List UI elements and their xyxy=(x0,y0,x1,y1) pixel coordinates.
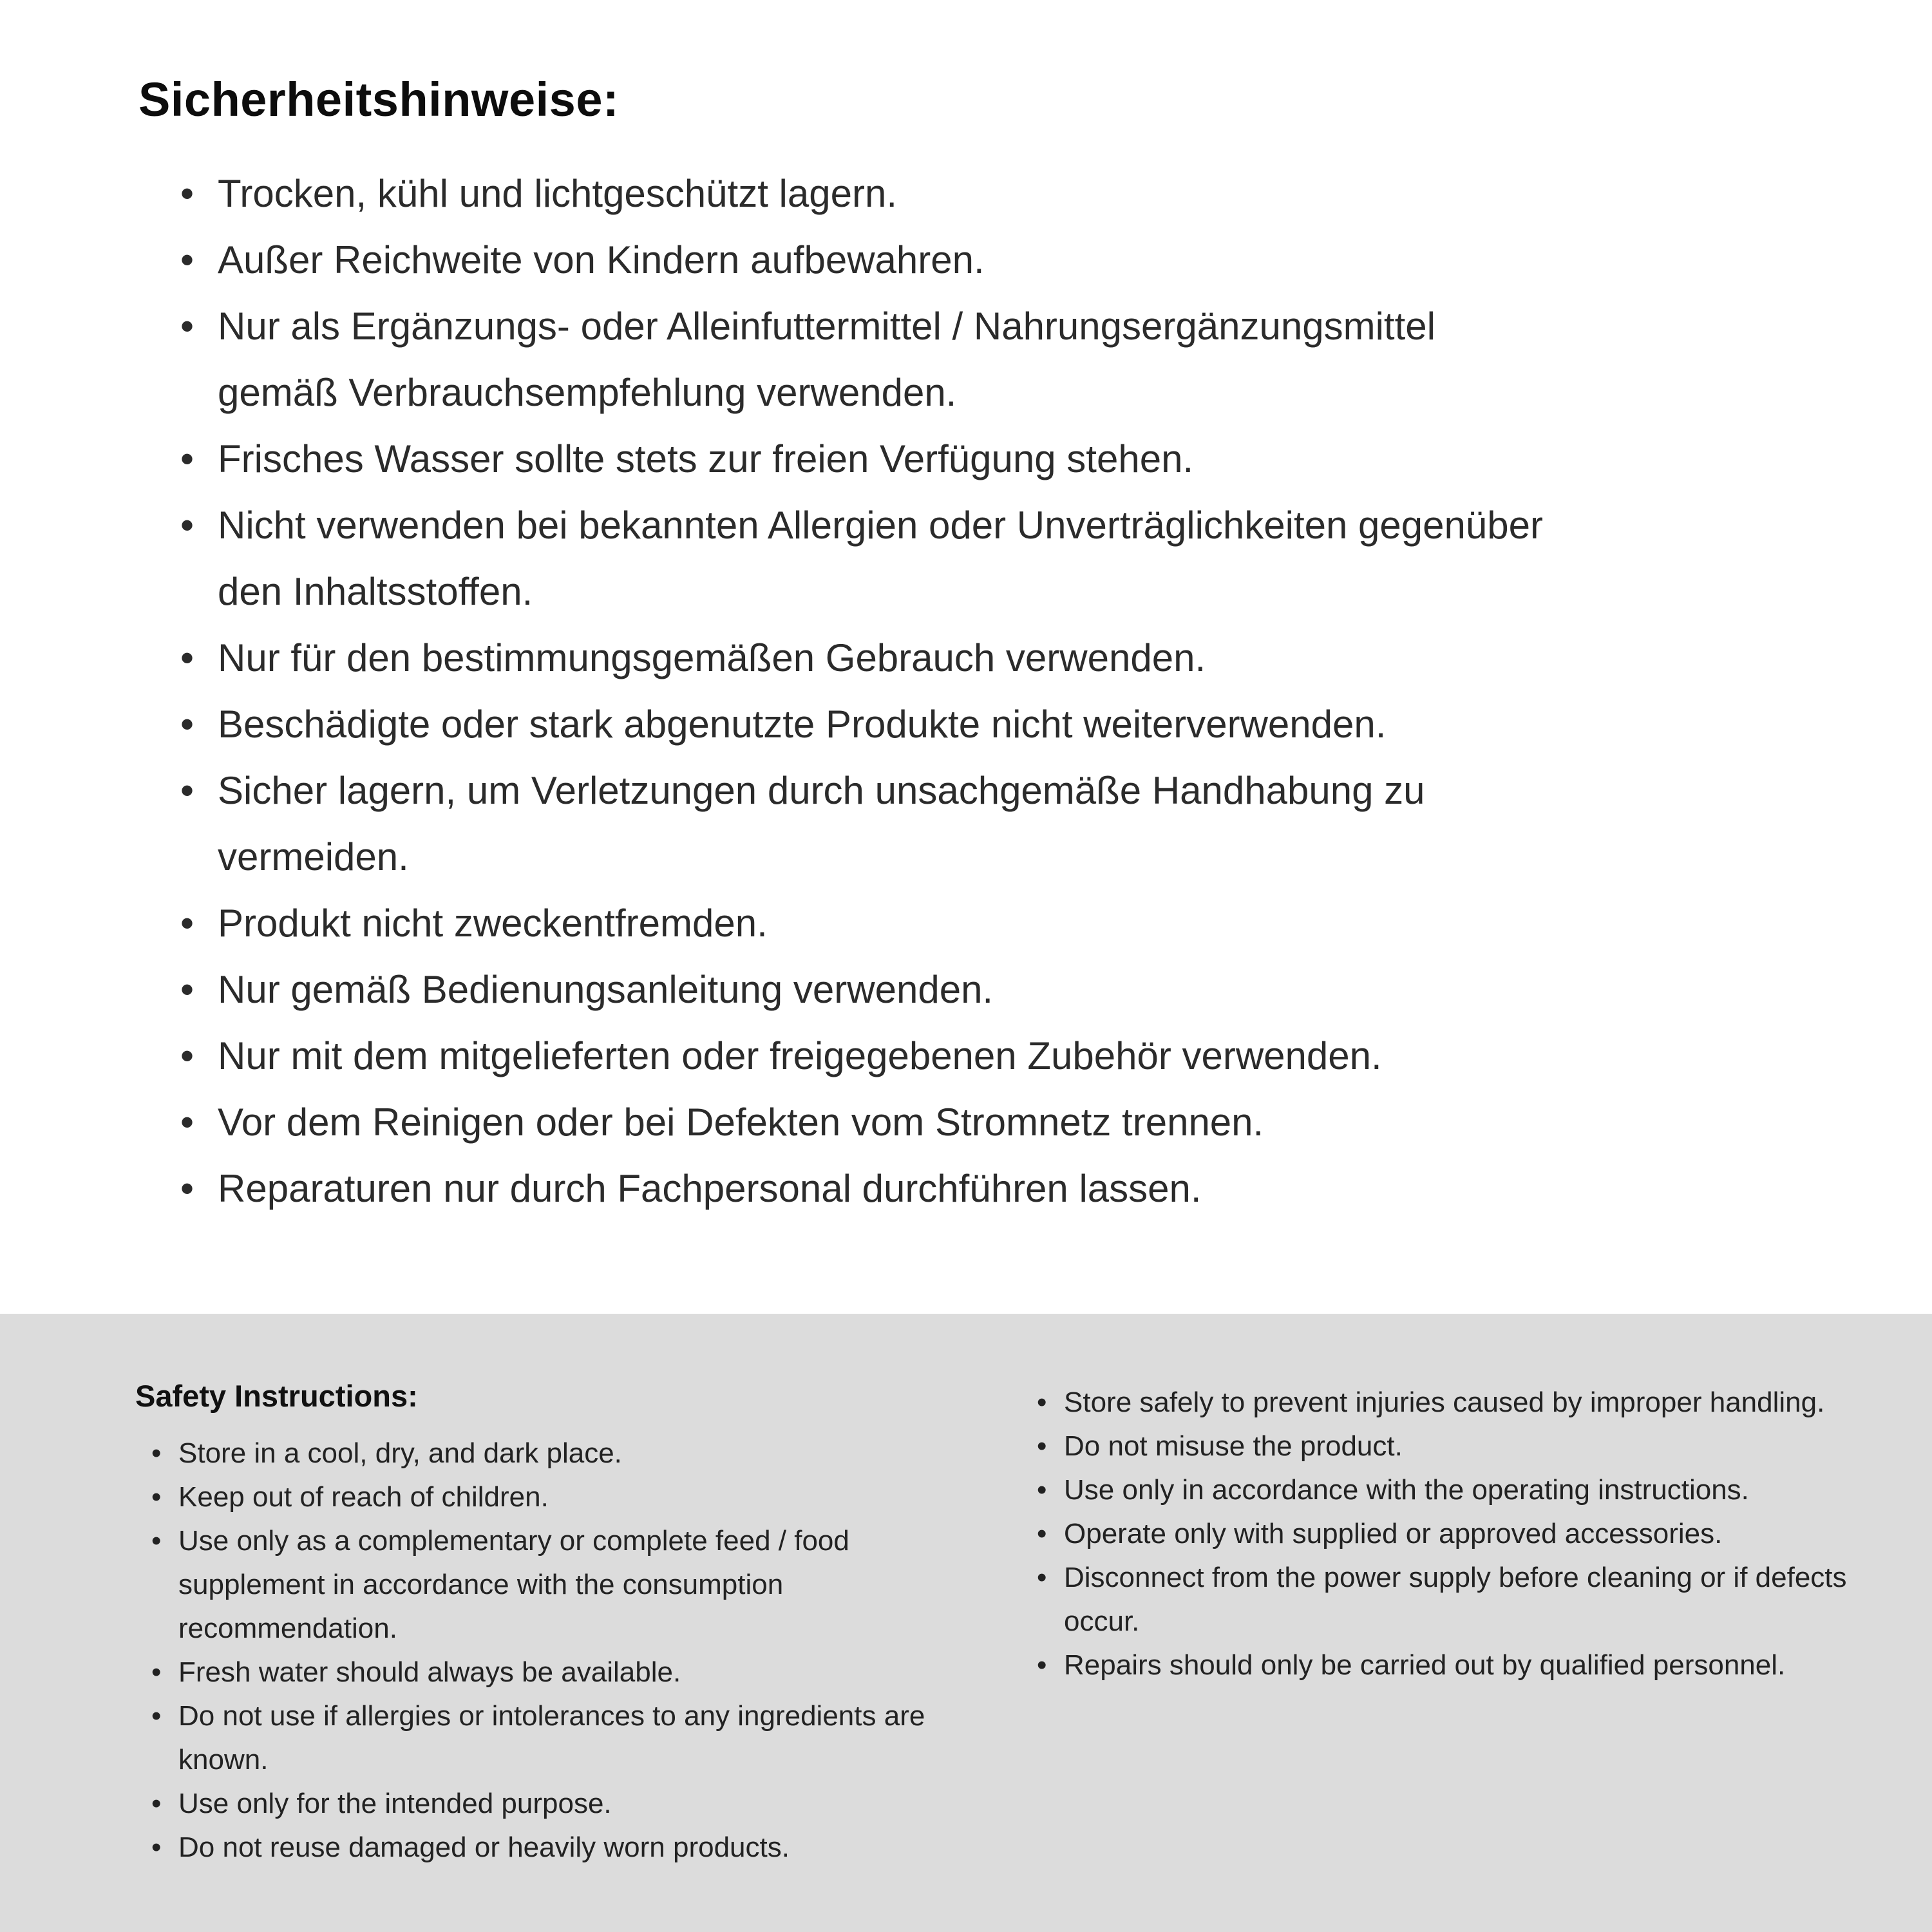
bullet-item: • Reparaturen nur durch Fachpersonal durchführen lassen. xyxy=(180,1155,1565,1222)
english-right-column xyxy=(1037,1378,1874,1687)
english-section-title: Safety Instructions: xyxy=(135,1379,418,1413)
bullet-item: • Sicher lagern, um Verletzungen durch unsachgemäße Handhabung zu vermeiden. xyxy=(180,757,1565,890)
bullet-item: • Operate only with supplied or approved accessories. xyxy=(1037,1512,1874,1556)
bullet-item: • Nur gemäß Bedienungsanleitung verwenden. xyxy=(180,956,1565,1023)
english-safety-section xyxy=(0,1314,1932,1932)
bullet-item: • Use only for the intended purpose. xyxy=(151,1782,972,1826)
bullet-item: • Keep out of reach of children. xyxy=(151,1475,972,1519)
bullet-item: • Do not reuse damaged or heavily worn products. xyxy=(151,1826,972,1870)
english-bullet-list-right xyxy=(1037,1381,1874,1687)
bullet-item: • Do not misuse the product. xyxy=(1037,1425,1874,1468)
bullet-item: • Frisches Wasser sollte stets zur freien Verfügung stehen. xyxy=(180,426,1565,492)
english-bullet-list-left xyxy=(151,1432,972,1870)
german-bullet-list xyxy=(180,160,1565,1222)
bullet-item: • Do not use if allergies or intolerances to any ingredients are known. xyxy=(151,1694,972,1782)
bullet-item: • Nur mit dem mitgelieferten oder freigegebenen Zubehör verwenden. xyxy=(180,1023,1565,1089)
bullet-item: • Nur als Ergänzungs- oder Alleinfuttermittel / Nahrungsergänzungsmittel gemäß Verbrauchsempfehlung verwenden. xyxy=(180,293,1565,426)
bullet-item: • Vor dem Reinigen oder bei Defekten vom Stromnetz trennen. xyxy=(180,1089,1565,1155)
bullet-item: • Nicht verwenden bei bekannten Allergien oder Unverträglichkeiten gegenüber den Inhaltsstoffen. xyxy=(180,492,1565,625)
bullet-item: • Repairs should only be carried out by qualified personnel. xyxy=(1037,1643,1874,1687)
bullet-item: • Disconnect from the power supply before cleaning or if defects occur. xyxy=(1037,1556,1874,1643)
bullet-item: • Use only as a complementary or complete feed / food supplement in accordance with the consumption recommendation. xyxy=(151,1519,972,1651)
bullet-item: • Trocken, kühl und lichtgeschützt lagern. xyxy=(180,160,1565,227)
bullet-item: • Produkt nicht zweckentfremden. xyxy=(180,890,1565,956)
bullet-item: • Beschädigte oder stark abgenutzte Produkte nicht weiterverwenden. xyxy=(180,691,1565,757)
bullet-item: • Fresh water should always be available. xyxy=(151,1651,972,1694)
bullet-item: • Use only in accordance with the operating instructions. xyxy=(1037,1468,1874,1512)
bullet-item: • Nur für den bestimmungsgemäßen Gebrauch verwenden. xyxy=(180,625,1565,691)
german-section-title: Sicherheitshinweise: xyxy=(138,73,620,126)
bullet-item: • Store in a cool, dry, and dark place. xyxy=(151,1432,972,1475)
bullet-item: • Store safely to prevent injuries caused by improper handling. xyxy=(1037,1381,1874,1425)
bullet-item: • Außer Reichweite von Kindern aufbewahren. xyxy=(180,227,1565,293)
english-left-column xyxy=(135,1378,972,1870)
